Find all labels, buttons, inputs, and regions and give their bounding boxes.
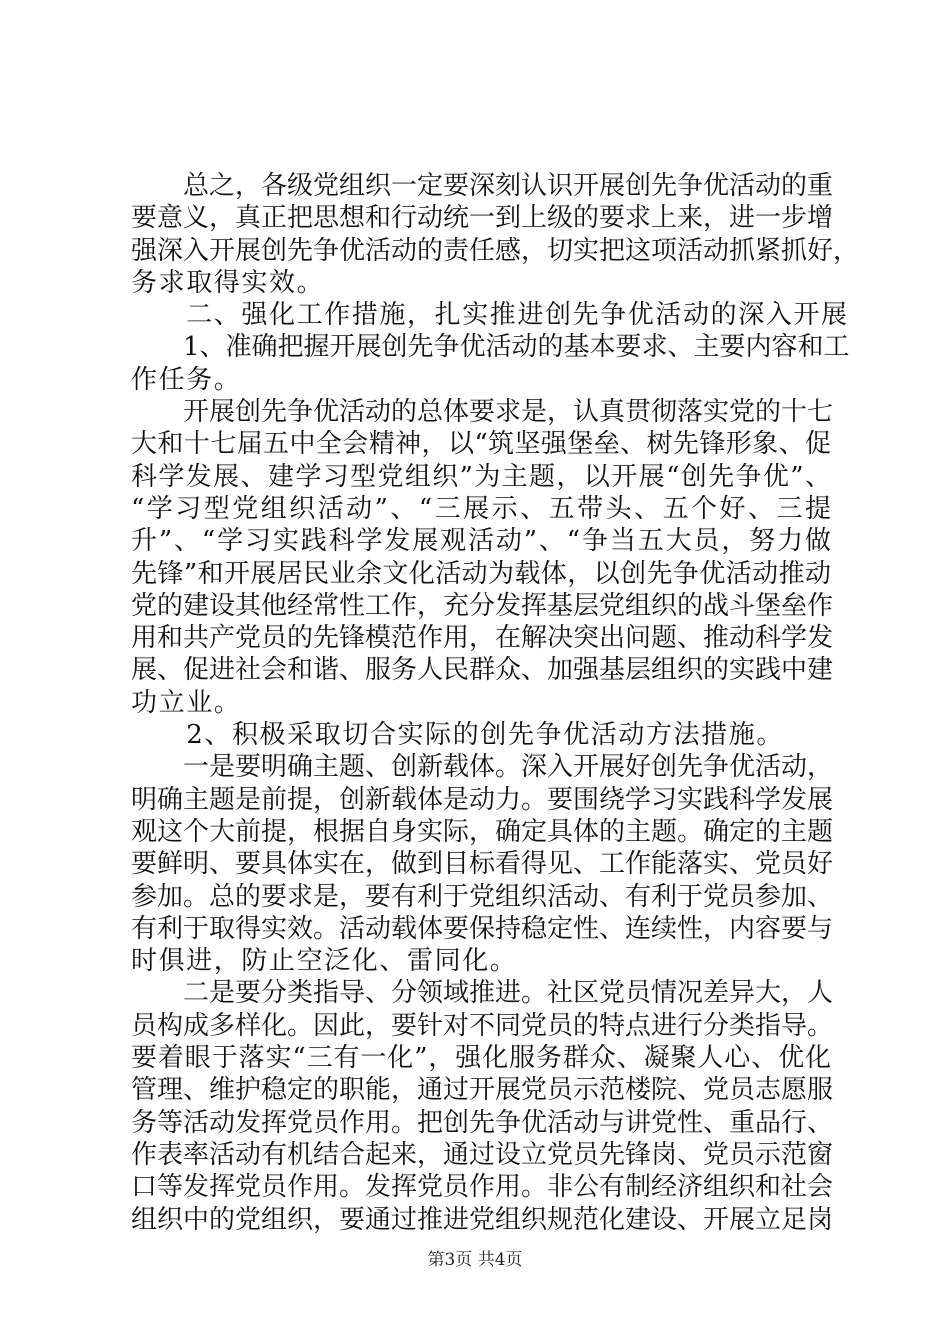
text-line: 管理、维护稳定的职能，通过开展党员示范楼院、党员志愿服 [131,1075,834,1106]
text-line: 总之，各级党组织一定要深刻认识开展创先争优活动的重 [131,171,834,201]
text-line: 要着眼于落实“三有一化”，强化服务群众、凝聚人心、优化 [131,1043,831,1074]
text-line: 观这个大前提，根据自身实际，确定具体的主题。确定的主题 [131,816,834,847]
text-line: 先锋”和开展居民业余文化活动为载体，以创先争优活动推动 [131,558,831,589]
text-line: 作表率活动有机结合起来，通过设立党员先锋岗、党员示范窗 [131,1139,834,1170]
text-line: 组织中的党组织，要通过推进党组织规范化建设、开展立足岗 [131,1204,834,1235]
text-line: “学习型党组织活动”、“三展示、五带头、五个好、三提 [131,493,831,524]
text-line: 务等活动发挥党员作用。把创先争优活动与讲党性、重品行、 [131,1107,834,1138]
text-line: 功立业。 [131,687,242,718]
page-footer: 第3页 共4页 [427,1250,523,1270]
text-line: 1、准确把握开展创先争优活动的基本要求、主要内容和工 [131,332,850,363]
text-line: 口等发挥党员作用。发挥党员作用。非公有制经济组织和社会 [131,1172,834,1203]
text-line: 务求取得实效。 [131,267,325,298]
text-line: 二是要分类指导、分领域推进。社区党员情况差异大，人 [131,978,834,1009]
text-line: 升”、“学习实践科学发展观活动”、“争当五大员，努力做 [131,526,831,557]
text-line: 作任务。 [131,364,242,395]
text-line: 党的建设其他经常性工作，充分发挥基层党组织的战斗堡垒作 [131,590,834,621]
text-line: 用和共产党员的先锋模范作用，在解决突出问题、推动科学发 [131,623,834,654]
text-line: 一是要明确主题、创新载体。深入开展好创先争优活动， [131,752,834,783]
text-line: 科学发展、建学习型党组织”为主题，以开展“创先争优”、 [131,461,831,492]
text-line: 有利于取得实效。活动载体要保持稳定性、连续性，内容要与 [131,913,834,944]
text-line: 大和十七届五中全会精神，以“筑坚强堡垒、树先锋形象、促 [131,429,831,460]
text-line: 要意义，真正把思想和行动统一到上级的要求上来，进一步增 [131,203,834,234]
text-line: 2、积极采取切合实际的创先争优活动方法措施。 [131,720,784,751]
text-line: 明确主题是前提，创新载体是动力。要围绕学习实践科学发展 [131,784,834,815]
text-line: 展、促进社会和谐、服务人民群众、加强基层组织的实践中建 [131,655,834,686]
text-line: 员构成多样化。因此，要针对不同党员的特点进行分类指导。 [131,1010,834,1041]
text-line: 要鲜明、要具体实在，做到目标看得见、工作能落实、党员好 [131,849,834,880]
text-line: 参加。总的要求是，要有利于党组织活动、有利于党员参加、 [131,881,834,912]
text-line: 时俱进，防止空泛化、雷同化。 [131,946,518,977]
text-line: 二、强化工作措施，扎实推进创先争优活动的深入开展 [131,300,849,331]
text-line: 开展创先争优活动的总体要求是，认真贯彻落实党的十七 [131,397,834,428]
text-line: 强深入开展创先争优活动的责任感，切实把这项活动抓紧抓好， [131,235,860,266]
document-body [131,170,860,1236]
